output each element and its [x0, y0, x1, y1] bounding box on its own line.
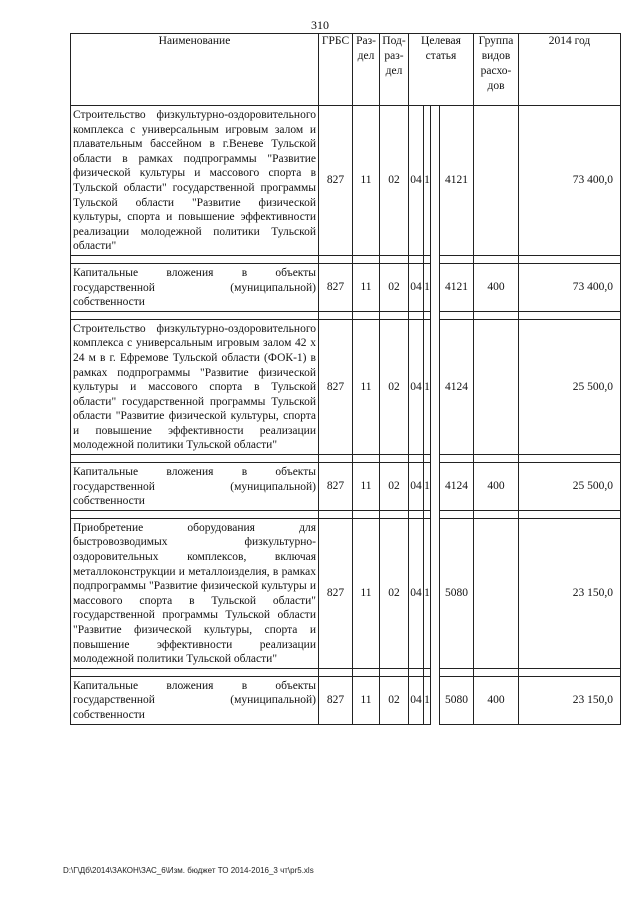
- cell-podrazdel: 02: [380, 106, 409, 256]
- cell-podrazdel: 02: [380, 518, 409, 668]
- header-grbs: ГРБС: [319, 34, 353, 106]
- cell-sum: 23 150,0: [519, 518, 621, 668]
- row-spacer: [71, 311, 621, 319]
- table-body: [71, 106, 621, 725]
- cell-sum: 73 400,0: [519, 263, 621, 311]
- file-path-footer: D:\Г\Дб\2014\ЗАКОН\ЗАС_6\Изм. бюджет ТО 2014-2016_3 чт\pr5.xls: [63, 866, 314, 875]
- cell-target-part3: 4121: [440, 106, 474, 256]
- cell-target-part3: 5080: [440, 676, 474, 724]
- cell-target-gap: [431, 518, 440, 668]
- cell-target-part2: 1: [424, 518, 431, 668]
- cell-target-part3: 4124: [440, 319, 474, 454]
- cell-target-part2: 1: [424, 106, 431, 256]
- cell-target-part2: 1: [424, 463, 431, 511]
- cell-target-gap: [431, 676, 440, 724]
- cell-target-gap: [431, 319, 440, 454]
- cell-razdel: 11: [353, 463, 380, 511]
- cell-name: Приобретение оборудования для быстровозводимых физкультурно-оздоровительных комплексов, включая металлоконструкции и металлоизделия, в рамках подпрограммы "Развитие физической культуры и массового спорта в Тульской области" государственной программы Тульской области "Развитие физической культуры, спорта и повышение эффективности реализации молодежной политики Тульской области": [71, 518, 319, 668]
- table-row: [71, 319, 621, 454]
- cell-sum: 23 150,0: [519, 676, 621, 724]
- header-celevaya-statya: Целевая статья: [409, 34, 474, 106]
- header-razdel: Раз- дел: [353, 34, 380, 106]
- cell-razdel: 11: [353, 676, 380, 724]
- cell-sum: 73 400,0: [519, 106, 621, 256]
- cell-target-part3: 5080: [440, 518, 474, 668]
- cell-target-part3: 4121: [440, 263, 474, 311]
- cell-target-gap: [431, 463, 440, 511]
- cell-name: Капитальные вложения в объекты государственной (муниципальной) собственности: [71, 263, 319, 311]
- cell-expense-group: 400: [474, 463, 519, 511]
- cell-grbs: 827: [319, 319, 353, 454]
- cell-target-part1: 04: [409, 319, 424, 454]
- cell-target-part1: 04: [409, 106, 424, 256]
- table-row: [71, 518, 621, 668]
- cell-expense-group: 400: [474, 263, 519, 311]
- table-row: [71, 263, 621, 311]
- cell-grbs: 827: [319, 518, 353, 668]
- header-year: 2014 год: [519, 34, 621, 106]
- cell-grbs: 827: [319, 463, 353, 511]
- row-spacer: [71, 455, 621, 463]
- cell-expense-group: 400: [474, 676, 519, 724]
- cell-target-gap: [431, 106, 440, 256]
- row-spacer: [71, 668, 621, 676]
- cell-name: Капитальные вложения в объекты государственной (муниципальной) собственности: [71, 676, 319, 724]
- table-row: [71, 463, 621, 511]
- cell-name: Капитальные вложения в объекты государственной (муниципальной) собственности: [71, 463, 319, 511]
- budget-table: [70, 33, 621, 725]
- cell-target-gap: [431, 263, 440, 311]
- header-name: Наименование: [71, 34, 319, 106]
- cell-razdel: 11: [353, 263, 380, 311]
- table-row: [71, 106, 621, 256]
- cell-name: Строительство физкультурно-оздоровительного комплекса с универсальным игровым залом 42 х 24 м в г. Ефремове Тульской области (ФОК-1) в рамках подпрограммы "Развитие физической культуры и массового спорта в Тульской области" государственной программы Тульской области "Развитие физической культуры, спорта и повышение эффективности реализации молодежной политики Тульской области": [71, 319, 319, 454]
- table-row: [71, 676, 621, 724]
- cell-target-part2: 1: [424, 319, 431, 454]
- cell-razdel: 11: [353, 106, 380, 256]
- cell-name: Строительство физкультурно-оздоровительного комплекса с универсальным игровым залом и плавательным бассейном в г.Веневе Тульской области в рамках подпрограммы "Развитие физической культуры и массового спорта в Тульской области" государственной программы Тульской области "Развитие физической культуры, спорта и повышение эффективности реализации молодежной политики Тульской области": [71, 106, 319, 256]
- cell-target-part2: 1: [424, 676, 431, 724]
- cell-razdel: 11: [353, 319, 380, 454]
- cell-sum: 25 500,0: [519, 463, 621, 511]
- cell-grbs: 827: [319, 676, 353, 724]
- cell-sum: 25 500,0: [519, 319, 621, 454]
- table-header-row: [71, 34, 621, 106]
- cell-podrazdel: 02: [380, 676, 409, 724]
- row-spacer: [71, 255, 621, 263]
- cell-expense-group: [474, 319, 519, 454]
- cell-grbs: 827: [319, 106, 353, 256]
- header-podrazdel: Под- раз- дел: [380, 34, 409, 106]
- cell-target-part1: 04: [409, 463, 424, 511]
- cell-razdel: 11: [353, 518, 380, 668]
- cell-target-part1: 04: [409, 676, 424, 724]
- cell-podrazdel: 02: [380, 463, 409, 511]
- header-gruppa-vidov: Группа видов расхо- дов: [474, 34, 519, 106]
- cell-target-part3: 4124: [440, 463, 474, 511]
- cell-target-part1: 04: [409, 518, 424, 668]
- page-number: 310: [311, 18, 329, 32]
- cell-podrazdel: 02: [380, 263, 409, 311]
- cell-podrazdel: 02: [380, 319, 409, 454]
- cell-target-part1: 04: [409, 263, 424, 311]
- cell-grbs: 827: [319, 263, 353, 311]
- cell-target-part2: 1: [424, 263, 431, 311]
- cell-expense-group: [474, 106, 519, 256]
- cell-expense-group: [474, 518, 519, 668]
- row-spacer: [71, 510, 621, 518]
